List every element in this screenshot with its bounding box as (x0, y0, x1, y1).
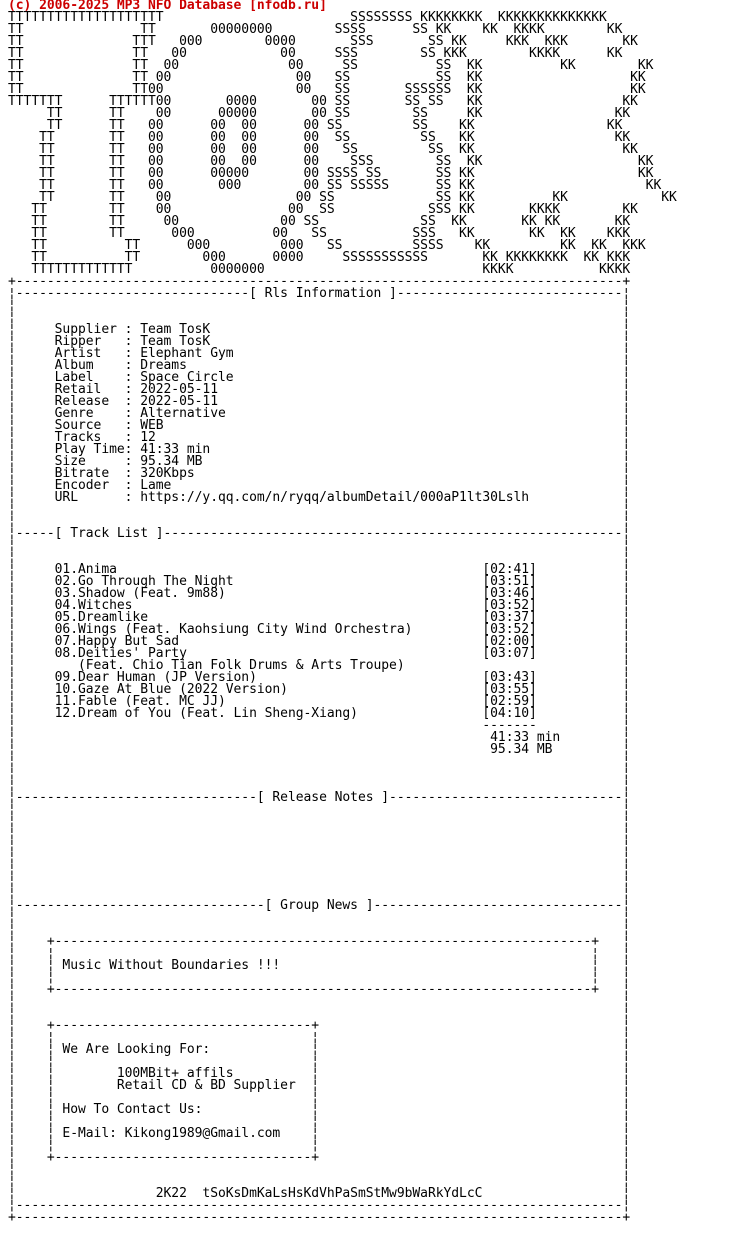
nfo-line: ¦ Artist : Elephant Gym ¦ (8, 346, 631, 361)
nfo-line: ¦ ¦ (8, 1162, 631, 1177)
nfo-line: TT TT 00 00 00 00 SS SS KK KK (8, 118, 623, 133)
nfo-line: ¦ ¦ (8, 298, 631, 313)
nfo-line: ¦ Supplier : Team TosK ¦ (8, 322, 631, 337)
nfo-line: ¦--------------------------------[ Group News ]--------------------------------¦ (8, 898, 631, 913)
nfo-line: ¦ 05.Dreamlike [03:37] ¦ (8, 610, 631, 625)
nfo-line: ¦ 08.Deities' Party [03:07] ¦ (8, 646, 631, 661)
nfo-line: ¦ ¦ Retail CD & BD Supplier ¦ ¦ (8, 1078, 631, 1093)
nfo-line: TT TT 00 00 SSS SS KKK KKKK KK (8, 46, 623, 61)
nfo-line: ¦ ¦ (8, 502, 631, 517)
nfo-line: ¦ ¦ How To Contact Us: ¦ ¦ (8, 1102, 631, 1117)
nfo-line: ¦ ¦ (8, 514, 631, 529)
nfo-line: +------------------------------------------------------------------------------+ (8, 274, 631, 289)
nfo-line: ¦ Tracks : 12 ¦ (8, 430, 631, 445)
nfo-line: TTTTTTT TTTTTT00 0000 00 SS SS SS KK KK (8, 94, 638, 109)
nfo-line: ¦ ¦ (8, 1174, 631, 1189)
nfo-line: ¦ ¦ (8, 778, 631, 793)
nfo-line: ¦ 01.Anima [02:41] ¦ (8, 562, 631, 577)
nfo-line: ¦ ¦ E-Mail: Kikong1989@Gmail.com ¦ ¦ (8, 1126, 631, 1141)
nfo-line: TT TT 00 00 SS SS KK KK KK KK (8, 214, 631, 229)
nfo-line: ¦ ¦ (8, 862, 631, 877)
nfo-line: ¦ ¦ (8, 310, 631, 325)
nfo-line: ¦ ¦ (8, 874, 631, 889)
nfo-line: TT TT 00 00000 00 SSSS SS SS KK KK (8, 166, 654, 181)
nfo-line: TT TT 00 00 SS SS KK KK (8, 70, 646, 85)
nfo-line: ¦ Bitrate : 320Kbps ¦ (8, 466, 631, 481)
nfo-line: ¦ +---------------------------------+ ¦ (8, 1150, 631, 1165)
nfo-line: TT TTT 000 0000 SSS SS KK KKK KKK KK (8, 34, 638, 49)
nfo-line: ¦ +---------------------------------+ ¦ (8, 1018, 631, 1033)
nfo-line: ¦------------------------------[ Rls Information ]-----------------------------¦ (8, 286, 631, 301)
nfo-line: ¦ Genre : Alternative ¦ (8, 406, 631, 421)
nfo-line: ¦ ¦ (8, 802, 631, 817)
nfo-line: ¦ ¦ (8, 754, 631, 769)
nfo-line: ¦ ¦ (8, 766, 631, 781)
nfo-line: ¦ ¦ We Are Looking For: ¦ ¦ (8, 1042, 631, 1057)
nfo-line: ¦ ¦ (8, 922, 631, 937)
nfo-line: ¦ ¦ ¦ ¦ (8, 946, 631, 961)
nfo-line: ¦-------------------------------[ Release Notes ]------------------------------¦ (8, 790, 631, 805)
nfo-line: ¦ ¦ (8, 1006, 631, 1021)
nfo-body (8, 12, 677, 1224)
nfo-line: ¦ Release : 2022-05-11 ¦ (8, 394, 631, 409)
nfo-line: ¦ 06.Wings (Feat. Kaohsiung City Wind Orchestra) [03:52] ¦ (8, 622, 631, 637)
nfo-line: ¦ 02.Go Through The Night [03:51] ¦ (8, 574, 631, 589)
nfo-line: ¦ (Feat. Chio Tian Folk Drums & Arts Troupe) ¦ (8, 658, 631, 673)
nfo-line: TT TT 00 000 00 SS SSSSS SS KK KK (8, 178, 662, 193)
nfo-line: ¦ 2K22 tSoKsDmKaLsHsKdVhPaSmStMw9bWaRkYdLcC ¦ (8, 1186, 631, 1201)
nfo-line: TT TT 000 0000 SSSSSSSSSSS KK KKKKKKKK KK KKK (8, 250, 631, 265)
nfo-line: ¦ ¦ (8, 886, 631, 901)
nfo-line: ¦ ¦ (8, 994, 631, 1009)
nfo-line: ¦ ¦ (8, 826, 631, 841)
site-header: (c) 2006-2025 MP3 NFO Database [nfodb.ru] (8, 0, 327, 13)
nfo-document (8, 0, 677, 1224)
nfo-line: ¦ ¦ (8, 838, 631, 853)
nfo-line: ¦ ¦ ¦ ¦ (8, 1054, 631, 1069)
nfo-line: TT TT 000 000 SS SSSS KK KK KK KKK (8, 238, 646, 253)
nfo-line: ¦ URL : https://y.qq.com/n/ryqq/albumDetail/000aP1lt30Lslh ¦ (8, 490, 631, 505)
nfo-line: ¦ 07.Happy But Sad [02:00] ¦ (8, 634, 631, 649)
nfo-line: ¦ ¦ (8, 850, 631, 865)
nfo-line: TT TT 00 00 SS SS KK KK KK (8, 190, 677, 205)
nfo-line: ¦-----[ Track List ]-----------------------------------------------------------¦ (8, 526, 631, 541)
nfo-line: ¦ Ripper : Team TosK ¦ (8, 334, 631, 349)
nfo-line: ¦ Album : Dreams ¦ (8, 358, 631, 373)
nfo-line: ¦ ¦ ¦ ¦ (8, 970, 631, 985)
nfo-line: ¦ 10.Gaze At Blue (2022 Version) [03:55] ¦ (8, 682, 631, 697)
nfo-line: TT TT 00 00 00 00 SS SS KK KK (8, 142, 638, 157)
nfo-line: ¦ ------- ¦ (8, 718, 631, 733)
nfo-line: ¦ 41:33 min ¦ (8, 730, 631, 745)
nfo-line: ¦ 09.Dear Human (JP Version) [03:43] ¦ (8, 670, 631, 685)
nfo-line: ¦ 12.Dream of You (Feat. Lin Sheng-Xiang) [04:10] ¦ (8, 706, 631, 721)
nfo-line: TT TT 00 00 00 00 SSS SS KK KK (8, 154, 654, 169)
nfo-line: ¦ ¦ ¦ ¦ (8, 1090, 631, 1105)
nfo-line: ¦ Retail : 2022-05-11 ¦ (8, 382, 631, 397)
nfo-line: ¦ Source : WEB ¦ (8, 418, 631, 433)
nfo-line: TT TT 00 00 SS SS KK KK KK (8, 58, 654, 73)
nfo-line: ¦ ¦ ¦ ¦ (8, 1138, 631, 1153)
nfo-line: TTTTTTTTTTTTT 0000000 KKKK KKKK (8, 262, 631, 277)
nfo-line: ¦ 04.Witches [03:52] ¦ (8, 598, 631, 613)
nfo-line: TT TT 00 00000 00 SS SS KK KK (8, 106, 631, 121)
nfo-line: ¦ Encoder : Lame ¦ (8, 478, 631, 493)
nfo-line: ¦ +---------------------------------------------------------------------+ ¦ (8, 934, 631, 949)
nfo-line: TT TT00 00 SS SSSSSS KK KK (8, 82, 646, 97)
nfo-line: ¦ 95.34 MB ¦ (8, 742, 631, 757)
nfo-line: TT TT 000 00 SS SSS KK KK KK KKK (8, 226, 631, 241)
nfo-line: ¦ ¦ ¦ ¦ (8, 1030, 631, 1045)
nfo-line: ¦ ¦ (8, 910, 631, 925)
nfo-line: ¦ ¦ Music Without Boundaries !!! ¦ ¦ (8, 958, 631, 973)
nfo-line: ¦ +---------------------------------------------------------------------+ ¦ (8, 982, 631, 997)
nfo-line: TT TT 00 00 00 00 SS SS KK KK (8, 130, 631, 145)
nfo-line: +------------------------------------------------------------------------------+ (8, 1210, 631, 1225)
nfo-line: ¦ ¦ ¦ ¦ (8, 1114, 631, 1129)
nfo-line: ¦------------------------------------------------------------------------------¦ (8, 1198, 631, 1213)
nfo-line: ¦ 03.Shadow (Feat. 9m88) [03:46] ¦ (8, 586, 631, 601)
nfo-line: TTTTTTTTTTTTTTTTTTTT SSSSSSSS KKKKKKKK KKKKKKKKKKKKKK (8, 10, 607, 25)
nfo-line: TT TT 00000000 SSSS SS KK KK KKKK KK (8, 22, 623, 37)
nfo-line: TT TT 00 00 SS SSS KK KKKK KK (8, 202, 638, 217)
nfo-line: ¦ Label : Space Circle ¦ (8, 370, 631, 385)
nfo-line: ¦ ¦ 100MBit+ affils ¦ ¦ (8, 1066, 631, 1081)
nfo-line: ¦ Play Time: 41:33 min ¦ (8, 442, 631, 457)
nfo-line: ¦ 11.Fable (Feat. MC JJ) [02:59] ¦ (8, 694, 631, 709)
nfo-line: ¦ Size : 95.34 MB ¦ (8, 454, 631, 469)
nfo-line: ¦ ¦ (8, 550, 631, 565)
nfo-line: ¦ ¦ (8, 814, 631, 829)
nfo-line: ¦ ¦ (8, 538, 631, 553)
